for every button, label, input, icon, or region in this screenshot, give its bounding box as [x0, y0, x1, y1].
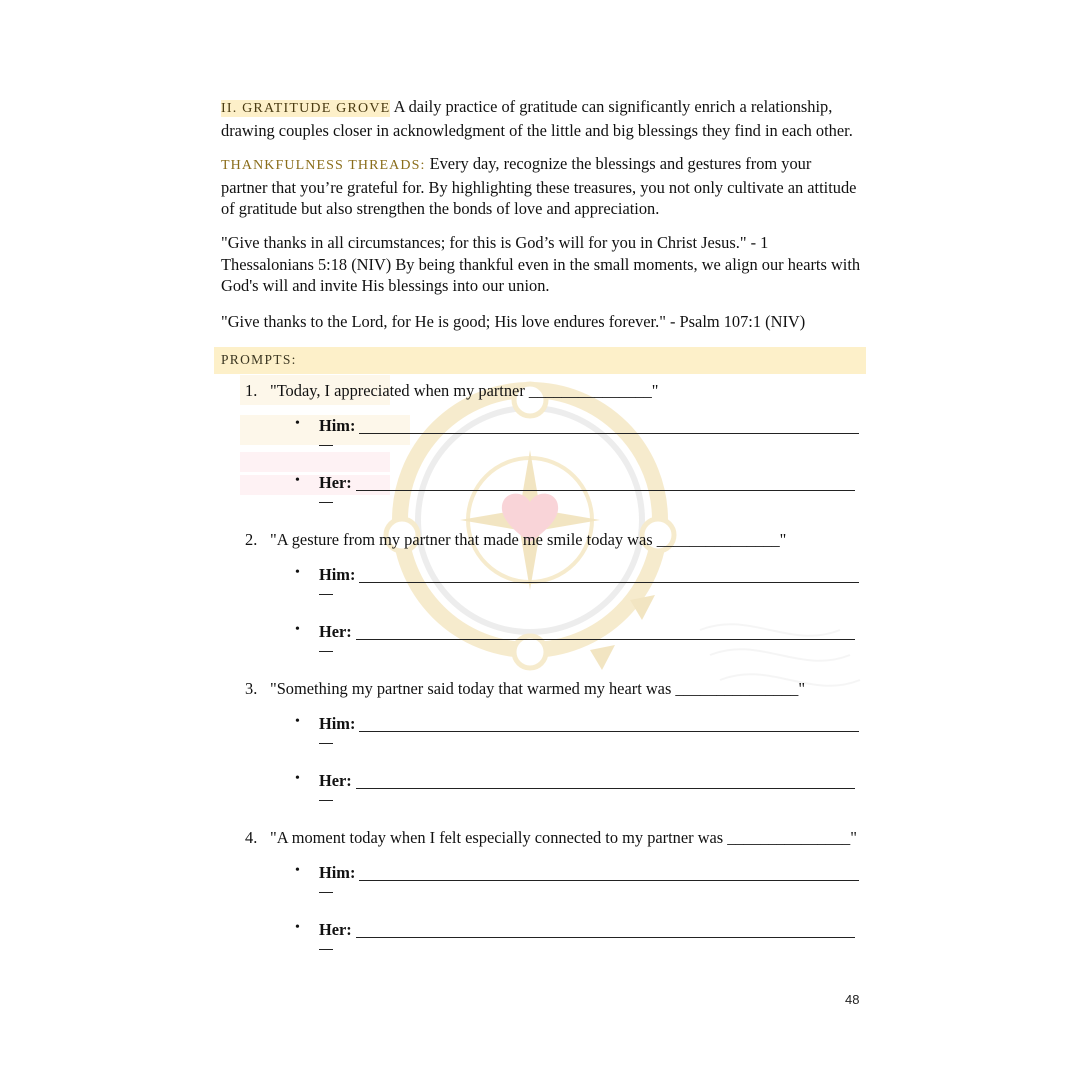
answer-line-tail	[319, 949, 333, 950]
answer-line-tail	[319, 892, 333, 893]
answer-line	[356, 490, 855, 491]
page-number: 48	[845, 992, 860, 1007]
threads-text: Every day, recognize the blessings and gestures from your partner that you’re grateful for. By highlighting these treasures, you not only cultivate an attitude of gratitude but also strengthen the bonds of love and appreciation.	[221, 154, 857, 218]
bullet-icon: •	[295, 565, 300, 580]
bullet-icon: •	[295, 771, 300, 786]
bullet-icon: •	[295, 920, 300, 935]
bullet-icon: •	[295, 714, 300, 729]
answer-label-her: Her:	[319, 473, 352, 492]
answer-label-her: Her:	[319, 622, 352, 641]
answer-line	[359, 880, 859, 881]
bullet-icon: •	[295, 473, 300, 488]
prompts-label: PROMPTS:	[221, 352, 297, 367]
answer-label-him: Him:	[319, 565, 356, 584]
answer-line-tail	[319, 800, 333, 801]
scripture-quote-2: "Give thanks to the Lord, for He is good; His love endures forever." - Psalm 107:1 (NIV)	[221, 312, 806, 331]
prompt-text: "A gesture from my partner that made me smile today was _______________"	[270, 530, 787, 549]
answer-line-tail	[319, 743, 333, 744]
scripture-quote-1: "Give thanks in all circumstances; for this is God’s will for you in Christ Jesus." - 1 Thessalonians 5:18 (NIV) By being thankful even in the small moments, we align our hearts with God's will and invite His blessings into our union.	[221, 233, 861, 295]
section-heading: II. GRATITUDE GROVE	[221, 101, 391, 116]
threads-paragraph	[221, 153, 861, 220]
answer-line-tail	[319, 594, 333, 595]
answer-line	[359, 582, 859, 583]
prompts-header-bar	[214, 347, 866, 374]
prompt-number: 4.	[245, 828, 258, 847]
bullet-icon: •	[295, 863, 300, 878]
answer-label-him: Him:	[319, 863, 356, 882]
prompt-text: "Something my partner said today that warmed my heart was _______________"	[270, 679, 806, 698]
answer-label-her: Her:	[319, 920, 352, 939]
answer-line-tail	[319, 651, 333, 652]
answer-line	[356, 788, 855, 789]
answer-label-him: Him:	[319, 714, 356, 733]
intro-paragraph	[221, 96, 861, 141]
threads-heading: THANKFULNESS THREADS:	[221, 158, 426, 173]
bullet-icon: •	[295, 416, 300, 431]
prompt-number: 3.	[245, 679, 258, 698]
answer-label-him: Him:	[319, 416, 356, 435]
prompt-text: "A moment today when I felt especially connected to my partner was _______________"	[270, 828, 857, 847]
answer-line	[356, 937, 855, 938]
intro-text: A daily practice of gratitude can significantly enrich a relationship, drawing couples closer in acknowledgment of the little and big blessings they find in each other.	[221, 97, 853, 140]
answer-line-tail	[319, 445, 333, 446]
answer-line-tail	[319, 502, 333, 503]
prompt-number: 1.	[245, 381, 258, 400]
answer-line	[359, 433, 859, 434]
answer-label-her: Her:	[319, 771, 352, 790]
answer-line	[359, 731, 859, 732]
prompt-number: 2.	[245, 530, 258, 549]
prompt-text: "Today, I appreciated when my partner _______________"	[270, 381, 659, 400]
answer-line	[356, 639, 855, 640]
bullet-icon: •	[295, 622, 300, 637]
